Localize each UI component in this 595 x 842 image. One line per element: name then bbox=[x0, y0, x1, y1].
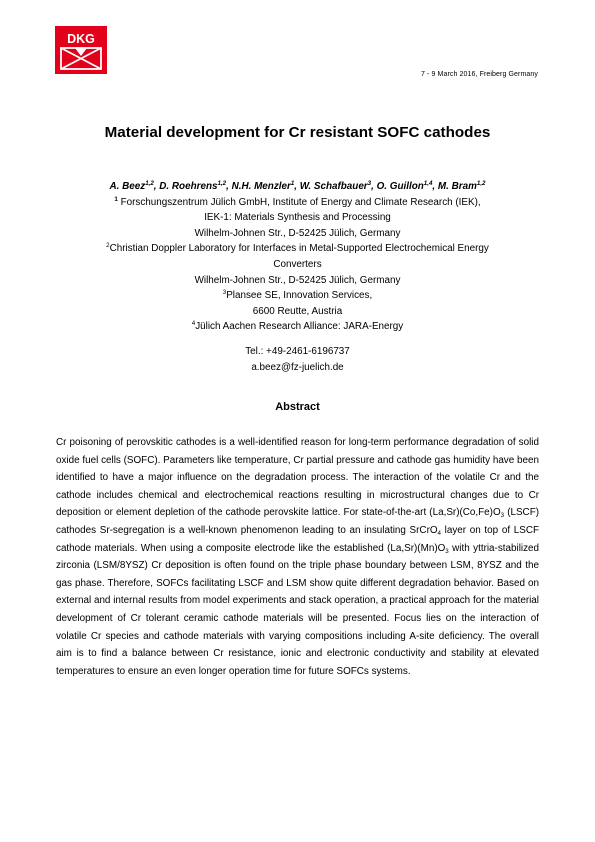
author-name: D. Roehrens bbox=[159, 181, 218, 192]
affiliation-1-line2: IEK-1: Materials Synthesis and Processing bbox=[204, 212, 391, 224]
author-name: M. Bram bbox=[437, 181, 477, 192]
affiliation-number: 3 bbox=[222, 289, 227, 297]
affiliation-4: $^4$Jülich Aachen Research Alliance: JARA-Energy bbox=[191, 320, 404, 333]
affiliation-1-line3: Wilhelm-Johnen Str., D-52425 Jülich, Germany bbox=[194, 227, 401, 239]
dkg-logo bbox=[55, 26, 107, 74]
paper-title: Material development for Cr resistant SOFC cathodes bbox=[104, 124, 491, 141]
author-affiliation-mark: 1,2 bbox=[476, 180, 486, 187]
author-name: O. Guillon bbox=[376, 181, 424, 192]
author-affiliation-mark: 1 bbox=[290, 180, 295, 187]
dkg-logo-graphic bbox=[55, 26, 107, 74]
affiliation-1: $^1$ Forschungszentrum Jülich GmbH, Institute of Energy and Climate Research (IEK), bbox=[114, 195, 481, 208]
author-name: W. Schafbauer bbox=[299, 181, 368, 192]
telephone: Tel.: +49-2461-6196737 bbox=[245, 346, 350, 357]
author-affiliation-mark: 1,2 bbox=[145, 180, 154, 187]
author-affiliation-mark: 1,4 bbox=[423, 180, 433, 187]
affiliation-3: $^3$Plansee SE, Innovation Services, bbox=[222, 289, 373, 302]
abstract-text: Cr poisoning of perovskitic cathodes is a well-identified reason for long-term performance degradation of solid oxide fuel cells (SOFC). Parameters like temperature, Cr partial pressure and cathode gas humidity have been identified to have a major influence on the degradation process. The interaction of the volatile Cr and the cathode includes chemical and electrochemical reactions resulting in microstructural changes due to Cr deposition or element depletion of the cathode perovskite lattice. For state-of-the-art $(La,Sr)(Co,Fe)O_3$ (LSCF) cathodes Sr-segregation is a well-known phenomenon leading to an insulating SrCrO$_4$ layer on top of LSCF cathode materials. When using a composite electrode like the established $(La,Sr)(Mn)O_3$ with yttria-stabilized zirconia (LSM/8YSZ) Cr deposition is often found on the triple phase boundary between LSM, 8YSZ and the gas phase. Therefore, SOFCs facilitating LSCF and LSM show quite different degradation behavior. Based on external and internal results from model experiments and stack operation, a practical approach for the material development of Cr tolerant ceramic cathode materials will be presented. Focus lies on the interaction of volatile Cr species and cathode materials with varying compositions including A-site deficiency. The overall aim is to find a balance between Cr resistance, ionic and electronic conductivity and stability at elevated temperatures to ensure an even longer operation time for future SOFCs systems. bbox=[56, 437, 540, 677]
author-name: N.H. Menzler bbox=[231, 181, 291, 192]
affiliation-number: 2 bbox=[106, 242, 110, 250]
contact-info bbox=[0, 344, 595, 375]
author-name: A. Beez bbox=[109, 181, 146, 192]
affiliation-3-line2: 6600 Reutte, Austria bbox=[252, 305, 343, 317]
abstract-heading: Abstract bbox=[275, 401, 320, 413]
email-link[interactable]: a.beez@fz-juelich.de bbox=[251, 361, 344, 373]
author-affiliation-mark: 1,2 bbox=[217, 180, 227, 187]
affiliation-number: 4 bbox=[191, 320, 196, 328]
authors-and-affiliations bbox=[0, 179, 595, 335]
logo-text: DKG bbox=[67, 32, 95, 46]
author-list: A. Beez$^{1,2}$, D. Roehrens$^{1,2}$, N.H. Menzler$^1$, W. Schafbauer$^3$, O. Guillon$^{1,4}$, M. Bram$^{1,2}$ bbox=[109, 180, 486, 192]
author-affiliation-mark: 3 bbox=[367, 180, 372, 187]
conference-date: 7 - 9 March 2016, Freiberg Germany bbox=[420, 71, 538, 78]
affiliation-2-line3: Wilhelm-Johnen Str., D-52425 Jülich, Germany bbox=[194, 274, 401, 286]
affiliation-number: 1 bbox=[114, 195, 118, 203]
affiliation-2-line2: Converters bbox=[273, 258, 322, 270]
affiliation-2: $^2$Christian Doppler Laboratory for Interfaces in Metal-Supported Electrochemical Energy bbox=[106, 242, 489, 255]
